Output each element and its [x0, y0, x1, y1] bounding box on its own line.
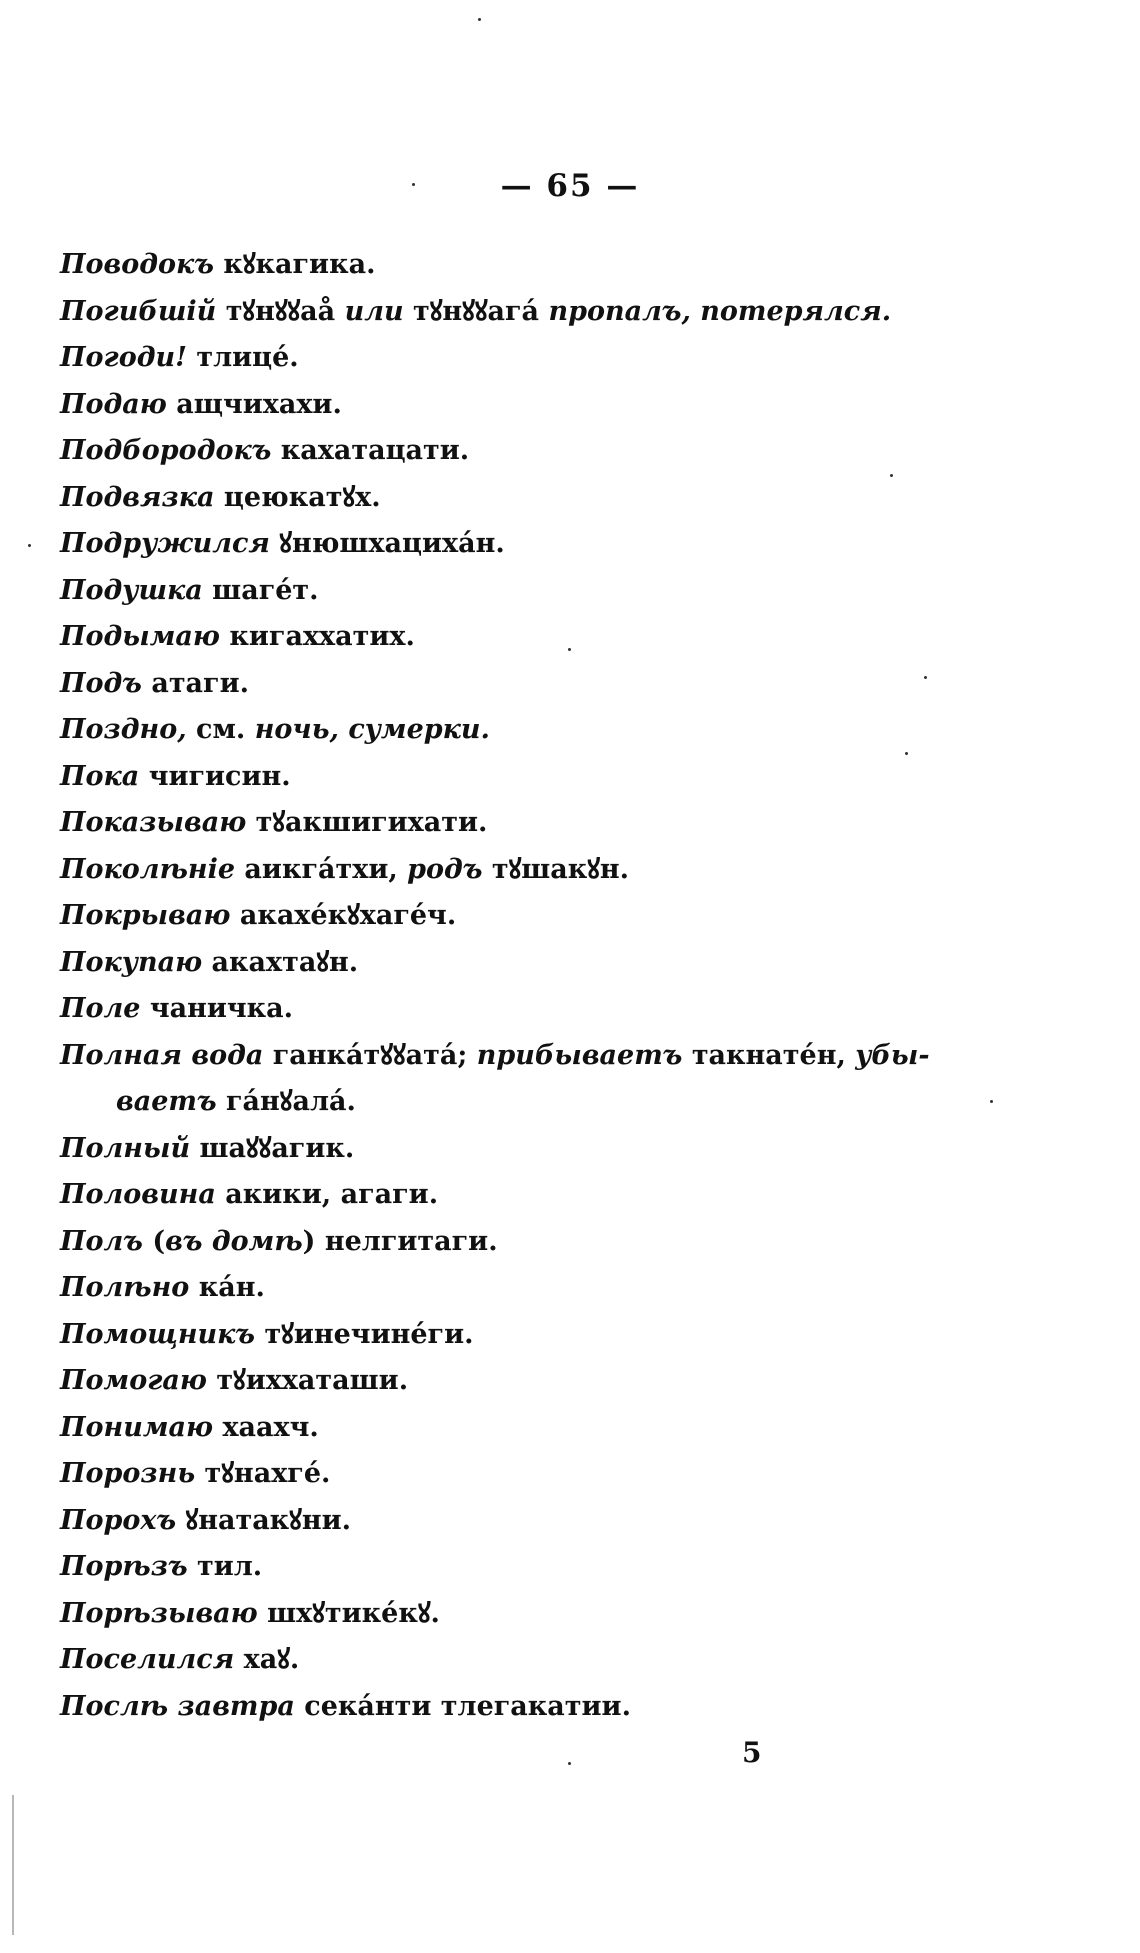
translation: тлицé.	[186, 342, 299, 373]
dictionary-entry	[60, 893, 1080, 940]
headword: Помощникъ	[60, 1318, 256, 1350]
dictionary-entry	[60, 1126, 1080, 1173]
translation: тꙋшакꙋн.	[482, 853, 630, 885]
dictionary-entry	[60, 242, 1080, 289]
dictionary-entry	[60, 289, 1080, 336]
translation: тꙋнꙋꙋагá	[403, 295, 549, 327]
headword: Поле	[60, 993, 141, 1024]
headword: Погоди!	[60, 342, 187, 373]
dictionary-entry	[60, 1451, 1080, 1498]
translation: тꙋинечинéги.	[255, 1318, 474, 1350]
translation: тꙋихxаташи.	[206, 1365, 409, 1396]
headword: Понимаю	[60, 1411, 214, 1443]
dictionary-entry	[60, 1219, 1080, 1266]
dictionary-entry	[60, 800, 1080, 847]
dictionary-entry	[60, 661, 1080, 708]
dictionary-entry	[60, 521, 1080, 568]
ink-speck	[28, 544, 31, 547]
ink-speck	[890, 474, 893, 477]
translation: ганкáтꙋꙋатá;	[263, 1039, 477, 1071]
translation: секáнти тлегакатии.	[294, 1690, 631, 1722]
headword: Показываю	[60, 807, 247, 838]
headword: ночь, сумерки.	[254, 714, 490, 745]
translation: кахатацати.	[271, 435, 470, 466]
headword: Полѣно	[60, 1272, 190, 1303]
headword: Покупаю	[60, 946, 203, 978]
translation: ꙋнюшхацихáн.	[269, 528, 505, 559]
translation: кáн.	[189, 1272, 265, 1303]
translation: гáнꙋалá.	[216, 1086, 356, 1117]
dictionary-entry	[60, 428, 1080, 475]
translation: см.	[186, 714, 255, 745]
ink-speck	[990, 1100, 993, 1103]
translation: чаничка.	[140, 993, 294, 1024]
headword: Половина	[60, 1179, 216, 1210]
translation: хаꙋ.	[234, 1644, 300, 1675]
dictionary-entry	[60, 1033, 1080, 1080]
dictionary-entry	[60, 1637, 1080, 1684]
translation: кигаххатих.	[219, 621, 415, 652]
ink-speck	[568, 648, 571, 651]
page-header: — 65 —	[500, 168, 640, 204]
translation: шагéт.	[202, 574, 319, 606]
headword: Покрываю	[60, 900, 231, 931]
translation: акахтаꙋн.	[202, 946, 359, 978]
headword: Подымаю	[60, 621, 220, 652]
dictionary-entry	[60, 335, 1080, 382]
dictionary-entry	[60, 1684, 1080, 1731]
dictionary-entry	[60, 986, 1080, 1033]
headword: Подъ	[60, 667, 142, 699]
headword: Поколѣніе	[60, 853, 236, 885]
headword: Порѣзываю	[60, 1597, 258, 1629]
headword: Пока	[60, 760, 140, 792]
dictionary-entry	[60, 382, 1080, 429]
headword: ваетъ	[116, 1086, 217, 1117]
dictionary-entry-continuation	[60, 1079, 1080, 1126]
dictionary-entry	[60, 614, 1080, 661]
headword: въ домѣ	[165, 1225, 303, 1257]
headword: Помогаю	[60, 1365, 207, 1396]
dictionary-entry	[60, 1358, 1080, 1405]
dictionary-entry	[60, 1265, 1080, 1312]
headword: Поселился	[60, 1644, 235, 1675]
signature-mark: 5	[742, 1736, 762, 1769]
headword: Порохъ	[60, 1504, 177, 1536]
dictionary-entry	[60, 940, 1080, 987]
dictionary-entry	[60, 1405, 1080, 1452]
margin-line	[12, 1795, 14, 1935]
ink-speck	[412, 183, 415, 186]
dictionary-entry	[60, 475, 1080, 522]
ink-speck	[924, 676, 927, 679]
ink-speck	[478, 18, 481, 21]
dictionary-entry	[60, 1498, 1080, 1545]
headword: Порѣзъ	[60, 1551, 188, 1582]
dictionary-entry	[60, 754, 1080, 801]
translation: ащчихахи.	[166, 388, 342, 420]
translation: шаꙋꙋагик.	[190, 1132, 355, 1164]
headword: Подбородокъ	[60, 435, 272, 466]
dictionary-entry	[60, 707, 1080, 754]
dictionary-entry	[60, 1591, 1080, 1638]
translation: атаги.	[141, 667, 250, 699]
translation: тꙋнахгé.	[195, 1458, 331, 1489]
dictionary-entry	[60, 568, 1080, 615]
dictionary-entry	[60, 1172, 1080, 1219]
headword: или	[344, 295, 404, 327]
translation: акики, агаги.	[215, 1179, 439, 1210]
translation: чигисин.	[139, 760, 291, 792]
dictionary-entry	[60, 1544, 1080, 1591]
dictionary-entry	[60, 1312, 1080, 1359]
headword: Подаю	[60, 388, 167, 420]
translation: ꙋнатакꙋни.	[176, 1504, 352, 1536]
headword: Порознь	[60, 1458, 196, 1489]
translation: (	[142, 1225, 166, 1257]
translation: шхꙋтикéкꙋ.	[257, 1597, 440, 1629]
headword: Послѣ завтра	[60, 1690, 295, 1722]
headword: Подушка	[60, 574, 203, 606]
translation: акахéкꙋхагéч.	[230, 900, 457, 931]
headword: Полъ	[60, 1225, 143, 1257]
translation: тꙋакшигихати.	[246, 807, 488, 838]
ink-speck	[568, 1762, 571, 1765]
headword: Поздно,	[60, 714, 187, 745]
translation: хаахч.	[213, 1411, 319, 1443]
headword: прибываетъ	[476, 1039, 683, 1071]
headword: Полная вода	[60, 1039, 264, 1071]
translation: кꙋкагика.	[213, 249, 376, 280]
headword: убы-	[855, 1039, 930, 1071]
translation: ) нелгитаги.	[302, 1225, 498, 1257]
translation: такнатéн,	[682, 1039, 856, 1071]
ink-speck	[905, 752, 908, 755]
dictionary-entries	[60, 242, 1080, 1730]
headword: родъ	[407, 853, 483, 885]
headword: Подвязка	[60, 481, 215, 513]
translation: цеюкатꙋх.	[214, 481, 381, 513]
headword: Подружился	[60, 528, 270, 559]
headword: пропалъ, потерялся.	[548, 295, 892, 327]
headword: Полный	[60, 1132, 191, 1164]
translation: тꙋнꙋꙋаа̊	[216, 295, 345, 327]
dictionary-entry	[60, 847, 1080, 894]
headword: Поводокъ	[60, 249, 214, 280]
translation: аикгáтхи,	[235, 853, 408, 885]
headword: Погибшій	[60, 295, 217, 327]
translation: тил.	[187, 1551, 263, 1582]
